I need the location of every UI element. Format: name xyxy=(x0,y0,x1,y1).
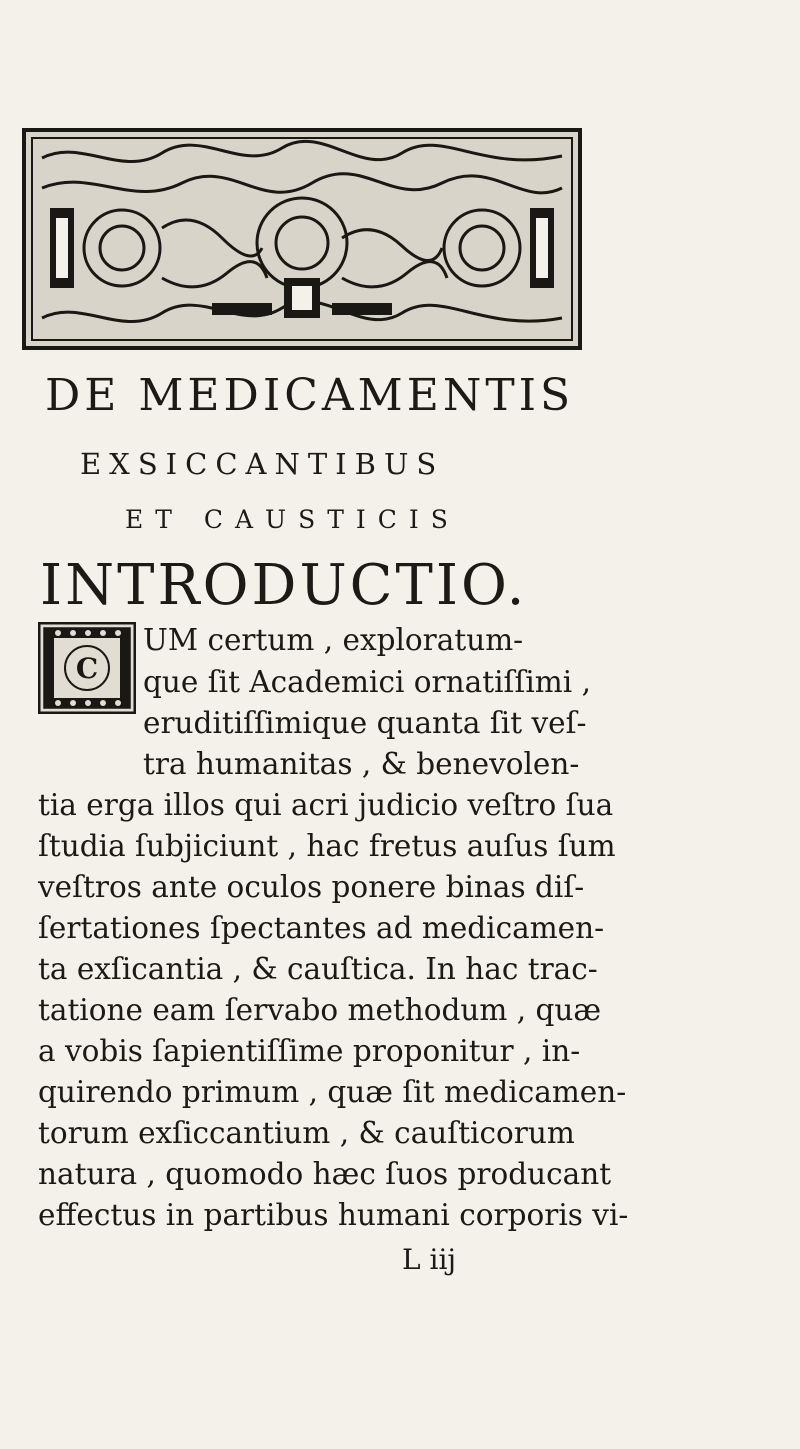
body-line: tra humanitas , & benevolen- xyxy=(143,747,580,781)
body-line: torum exſiccantium , & cauſticorum xyxy=(38,1116,575,1150)
body-line: ta exſicantia , & cauſtica. In hac trac- xyxy=(38,952,598,986)
body-line: UM certum , exploratum- xyxy=(143,623,524,657)
body-line: natura , quomodo hæc ſuos producant xyxy=(38,1157,612,1191)
body-line: eruditiſſimique quanta ſit veſ- xyxy=(143,706,587,740)
title-line-3: ET CAUSTICIS xyxy=(125,505,460,534)
body-line: tia erga illos qui acri judicio veſtro ſua xyxy=(38,788,614,822)
body-line: veſtros ante oculos ponere binas diſ- xyxy=(38,870,585,904)
title-line-2: EXSICCANTIBUS xyxy=(80,447,445,481)
section-heading: INTRODUCTIO. xyxy=(40,553,528,618)
body-line: ſertationes ſpectantes ad medicamen- xyxy=(38,911,605,945)
title-line-1: DE MEDICAMENTIS xyxy=(45,370,575,421)
body-line: quirendo primum , quæ ſit medicamen- xyxy=(38,1075,627,1109)
body-line: tatione eam ſervabo methodum , quæ xyxy=(38,993,602,1027)
body-line: que ſit Academici ornatiſſimi , xyxy=(143,665,591,699)
signature-mark: L iij xyxy=(402,1243,457,1276)
body-line: a vobis ſapientiſſime proponitur , in- xyxy=(38,1034,581,1068)
initial-letter: C xyxy=(75,652,99,685)
ornamental-headpiece xyxy=(22,128,582,350)
body-line: ſtudia ſubjiciunt , hac fretus auſus ſum xyxy=(38,829,616,863)
body-line: effectus in partibus humani corporis vi- xyxy=(38,1198,629,1232)
ornamental-initial xyxy=(38,622,136,714)
